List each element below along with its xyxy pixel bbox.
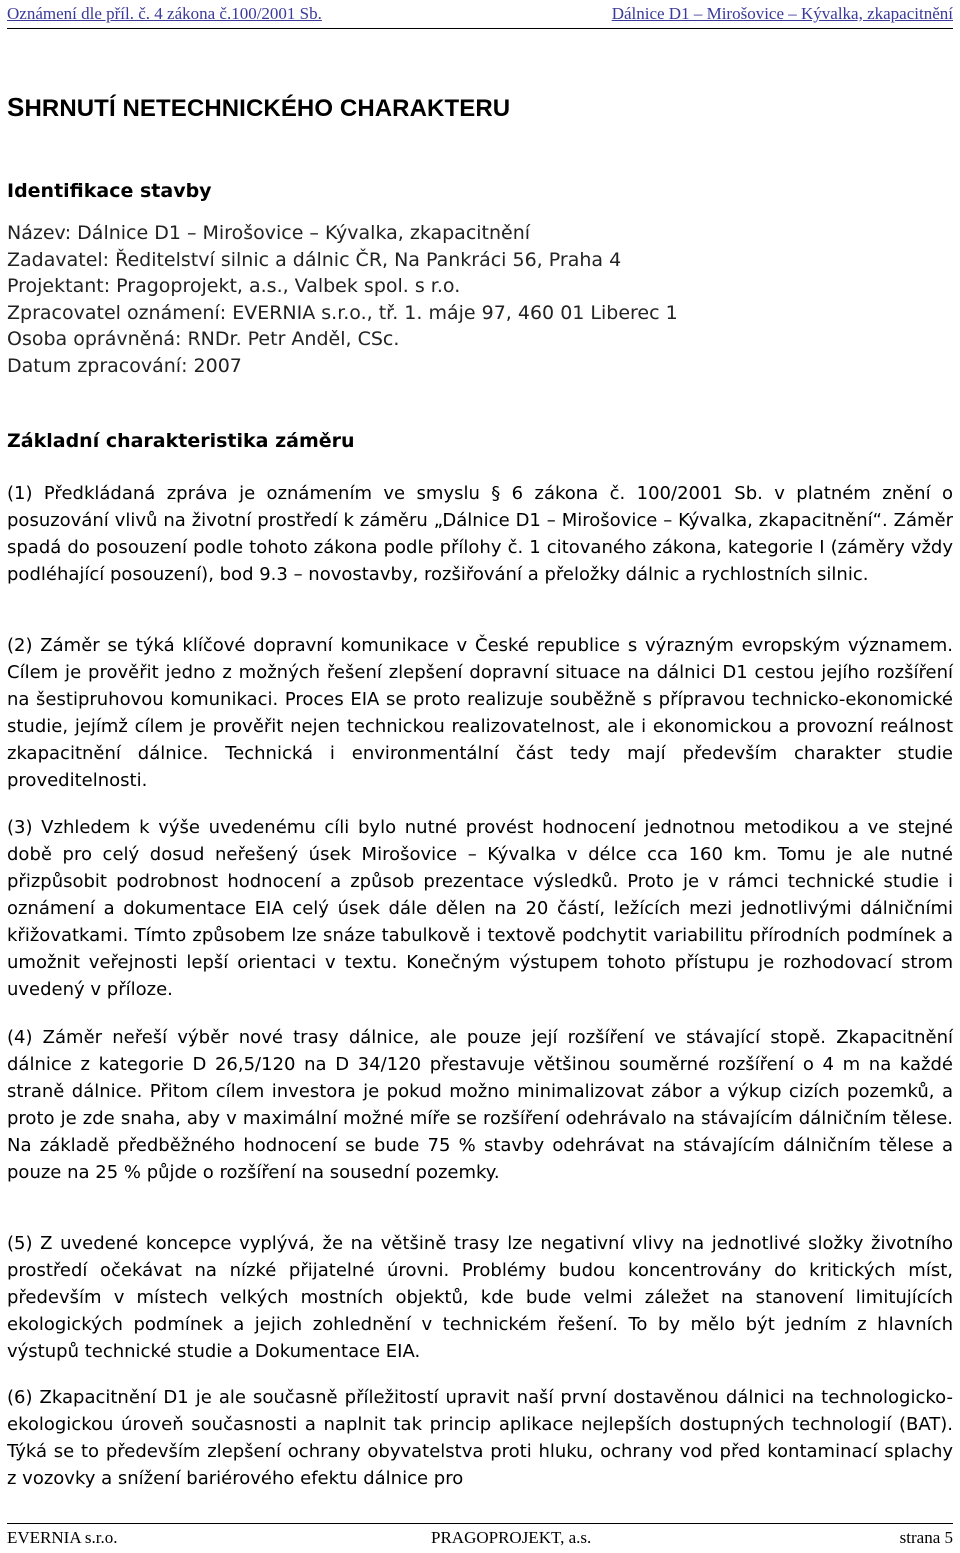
paragraph-2: (2) Záměr se týká klíčové dopravní komunikace v České republice s výrazným evropským významem. Cílem je prověřit jedno z možných řešení zlepšení dopravní situace na dálnici D1 cestou jejího rozšíření na šestipruhovou komunikaci. Proces EIA se proto realizuje souběžně s přípravou technicko-ekonomické studie, jejímž cílem je prověřit nejen technickou realizovatelnost, ale i ekonomickou a provozní reálnost zkapacitnění dálnice. Technická i environmentální část tedy mají především charakter studie proveditelnosti. (7, 635, 953, 791)
header-divider (7, 28, 953, 29)
ident-client: Zadavatel: Ředitelství silnic a dálnic ČR, Na Pankráci 56, Praha 4 (7, 248, 622, 271)
paragraph-3: (3) Vzhledem k výše uvedenému cíli bylo nutné provést hodnocení jednotnou metodikou a ve stejné době pro celý dosud neřešený úsek Mirošovice – Kývalka v délce cca 160 km. Tomu je ale nutné přizpůsobit podrobnost hodnocení a způsob prezentace výsledků. Proto je v rámci technické studie i oznámení a dokumentace EIA celý úsek dále dělen na 20 částí, ležících mezi jednotlivými dálničními křižovatkami. Tímto způsobem lze snáze tabulkově i textově podchytit variabilitu přírodních podmínek a umožnit veřejnosti lepší orientaci v textu. Konečným výstupem tohoto přístupu je rozhodovací strom uvedený v příloze. (7, 817, 953, 1000)
ident-name: Název: Dálnice D1 – Mirošovice – Kývalka, zkapacitnění (7, 222, 531, 244)
footer-left-text: EVERNIA s.r.o. (7, 1528, 118, 1547)
header-left-text: Oznámení dle příl. č. 4 zákona č.100/2001 Sb. (7, 4, 322, 23)
footer-center-text: PRAGOPROJEKT, a.s. (431, 1528, 592, 1547)
document-page (7, 0, 953, 1553)
identification-block (7, 220, 678, 379)
paragraph-4: (4) Záměr neřeší výběr nové trasy dálnice, ale pouze její rozšíření ve stávající stopě. Zkapacitnění dálnice z kategorie D 26,5/120 na D 34/120 přestavuje většinou souměrné rozšíření o 4 m na každé straně dálnice. Přitom cílem investora je pokud možno minimalizovat zábor a výkup cizích pozemků, a proto je zde snaha, aby v maximální možné míře se rozšíření odehrávalo na stávajícím dálničním tělese. Na základě předběžného hodnocení se bude 75 % stavby odehrávat na stávajícím dálničním tělese a pouze na 25 % půjde o rozšíření na sousední pozemky. (7, 1027, 953, 1183)
paragraph-5: (5) Z uvedené koncepce vyplývá, že na většině trasy lze negativní vlivy na jednotlivé složky životního prostředí očekávat na nízké přijatelné úrovni. Problémy budou koncentrovány do kritických míst, především v místech velkých mostních objektů, kde bude velmi záležet na stanovení limitujících ekologických podmínek a jejich zohlednění v technickém řešení. To by mělo být jedním z hlavních výstupů technické studie a Dokumentace EIA. (7, 1233, 953, 1362)
page-header (7, 4, 953, 26)
page-title (7, 92, 510, 123)
ident-authorized-person: Osoba oprávněná: RNDr. Petr Anděl, CSc. (7, 328, 400, 350)
page-number: strana 5 (899, 1528, 953, 1547)
ident-processor: Zpracovatel oznámení: EVERNIA s.r.o., tř. 1. máje 97, 460 01 Liberec 1 (7, 301, 678, 324)
footer-divider (7, 1523, 953, 1524)
title-rest: HRNUTÍ NETECHNICKÉHO CHARAKTERU (24, 95, 511, 122)
basic-heading: Základní charakteristika záměru (7, 430, 355, 452)
identification-heading: Identifikace stavby (7, 180, 212, 202)
header-right-text: Dálnice D1 – Mirošovice – Kývalka, zkapacitnění (611, 4, 953, 23)
paragraph-6: (6) Zkapacitnění D1 je ale současně příležitostí upravit naší první dostavěnou dálnici na technologicko-ekologickou úroveň současnosti a naplnit tak princip aplikace nejlepších dostupných technologií (BAT). Týká se to především zlepšení ochrany obyvatelstva proti hluku, ochrany vod před kontaminací splachy z vozovky a snížení bariérového efektu dálnice pro (7, 1387, 953, 1489)
ident-date: Datum zpracování: 2007 (7, 354, 242, 377)
paragraph-1: (1) Předkládaná zpráva je oznámením ve smyslu § 6 zákona č. 100/2001 Sb. v platném znění o posuzování vlivů na životní prostředí k záměru „Dálnice D1 – Mirošovice – Kývalka, zkapacitnění“. Záměr spadá do posouzení podle tohoto zákona podle přílohy č. 1 citovaného zákona, kategorie I (záměry vždy podléhající posouzení), bod 9.3 – novostavby, rozšiřování a přeložky dálnic a rychlostních silnic. (7, 483, 953, 585)
title-first-letter: S (7, 92, 25, 122)
page-footer (7, 1528, 953, 1550)
ident-designer: Projektant: Pragoprojekt, a.s., Valbek spol. s r.o. (7, 275, 461, 297)
